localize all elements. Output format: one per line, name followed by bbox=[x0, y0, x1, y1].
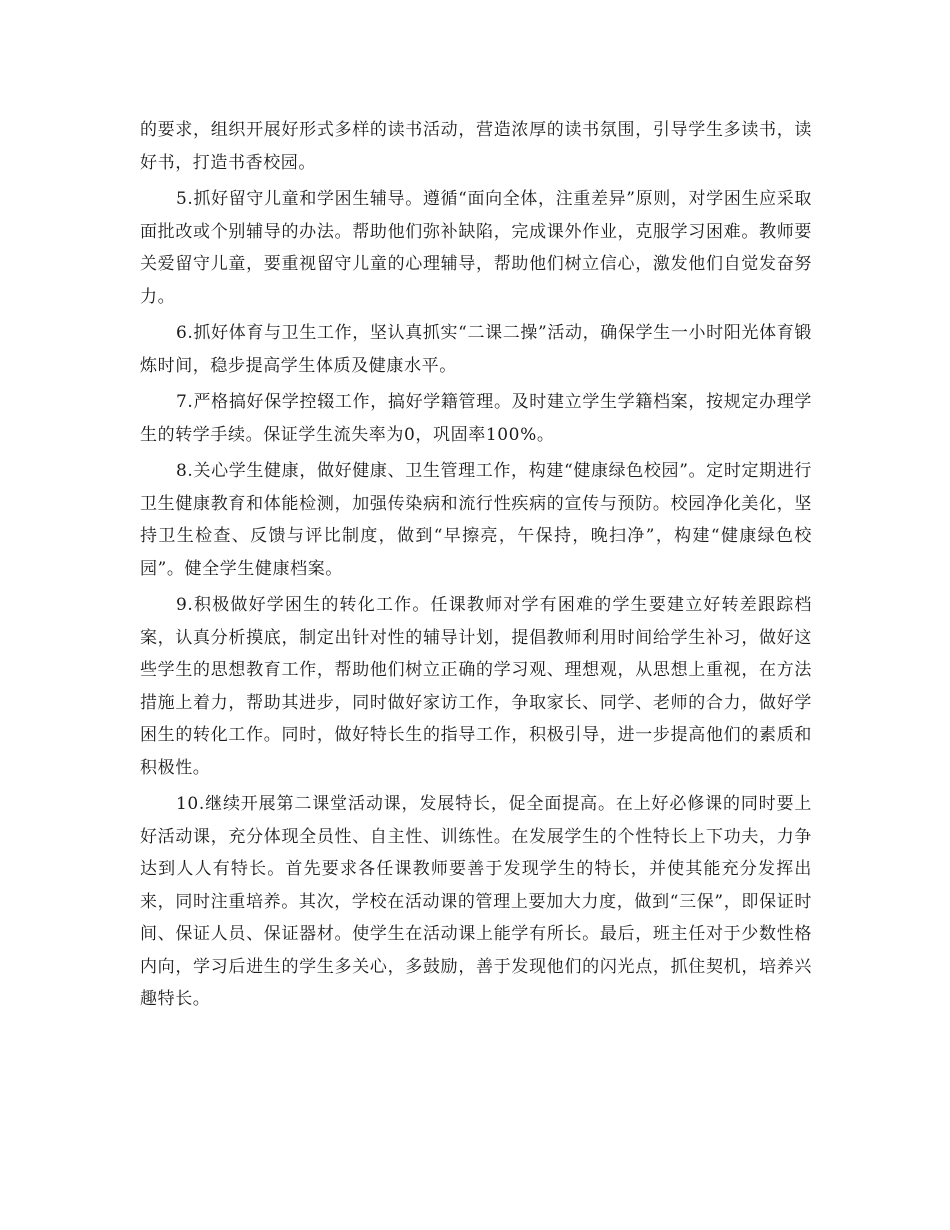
paragraph-item-6: 6.抓好体育与卫生工作，坚认真抓实“二课二操”活动，确保学生一小时阳光体育锻炼时间，稳步提高学生体质及健康水平。 bbox=[140, 323, 812, 376]
paragraph-item-10: 10.继续开展第二课堂活动课，发展特长，促全面提高。在上好必修课的同时要上好活动课，充分体现全员性、自主性、训练性。在发展学生的个性特长上下功夫，力争达到人人有特长。首先要求各任课教师要善于发现学生的特长，并使其能充分发挥出来，同时注重培养。其次，学校在活动课的管理上要加大力度，做到“三保”，即保证时间、保证人员、保证器材。使学生在活动课上能学有所长。最后，班主任对于少数性格内向，学习后进生的学生多关心，多鼓励，善于发现他们的闪光点，抓住契机，培养兴趣特长。 bbox=[140, 794, 812, 1009]
document-body bbox=[140, 114, 812, 1020]
paragraph-continuation: 的要求，组织开展好形式多样的读书活动，营造浓厚的读书氛围，引导学生多读书，读好书，打造书香校园。 bbox=[140, 120, 812, 173]
paragraph-item-8: 8.关心学生健康，做好健康、卫生管理工作，构建“健康绿色校园”。定时定期进行卫生健康教育和体能检测，加强传染病和流行性疾病的宣传与预防。校园净化美化，坚持卫生检查、反馈与评比制度，做到“早擦亮，午保持，晚扫净”，构建“健康绿色校园”。健全学生健康档案。 bbox=[140, 461, 812, 579]
paragraph-item-5: 5.抓好留守儿童和学困生辅导。遵循“面向全体，注重差异”原则，对学困生应采取面批改或个别辅导的办法。帮助他们弥补缺陷，完成课外作业，克服学习困难。教师要关爱留守儿童，要重视留守儿童的心理辅导，帮助他们树立信心，激发他们自觉发奋努力。 bbox=[140, 189, 812, 307]
paragraph-item-7: 7.严格搞好保学控辍工作，搞好学籍管理。及时建立学生学籍档案，按规定办理学生的转学手续。保证学生流失率为0，巩固率100%。 bbox=[140, 392, 812, 445]
paragraph-item-9: 9.积极做好学困生的转化工作。任课教师对学有困难的学生要建立好转差跟踪档案，认真分析摸底，制定出针对性的辅导计划，提倡教师利用时间给学生补习，做好这些学生的思想教育工作，帮助他们树立正确的学习观、理想观，从思想上重视，在方法措施上着力，帮助其进步，同时做好家访工作，争取家长、同学、老师的合力，做好学困生的转化工作。同时，做好特长生的指导工作，积极引导，进一步提高他们的素质和积极性。 bbox=[140, 595, 812, 778]
